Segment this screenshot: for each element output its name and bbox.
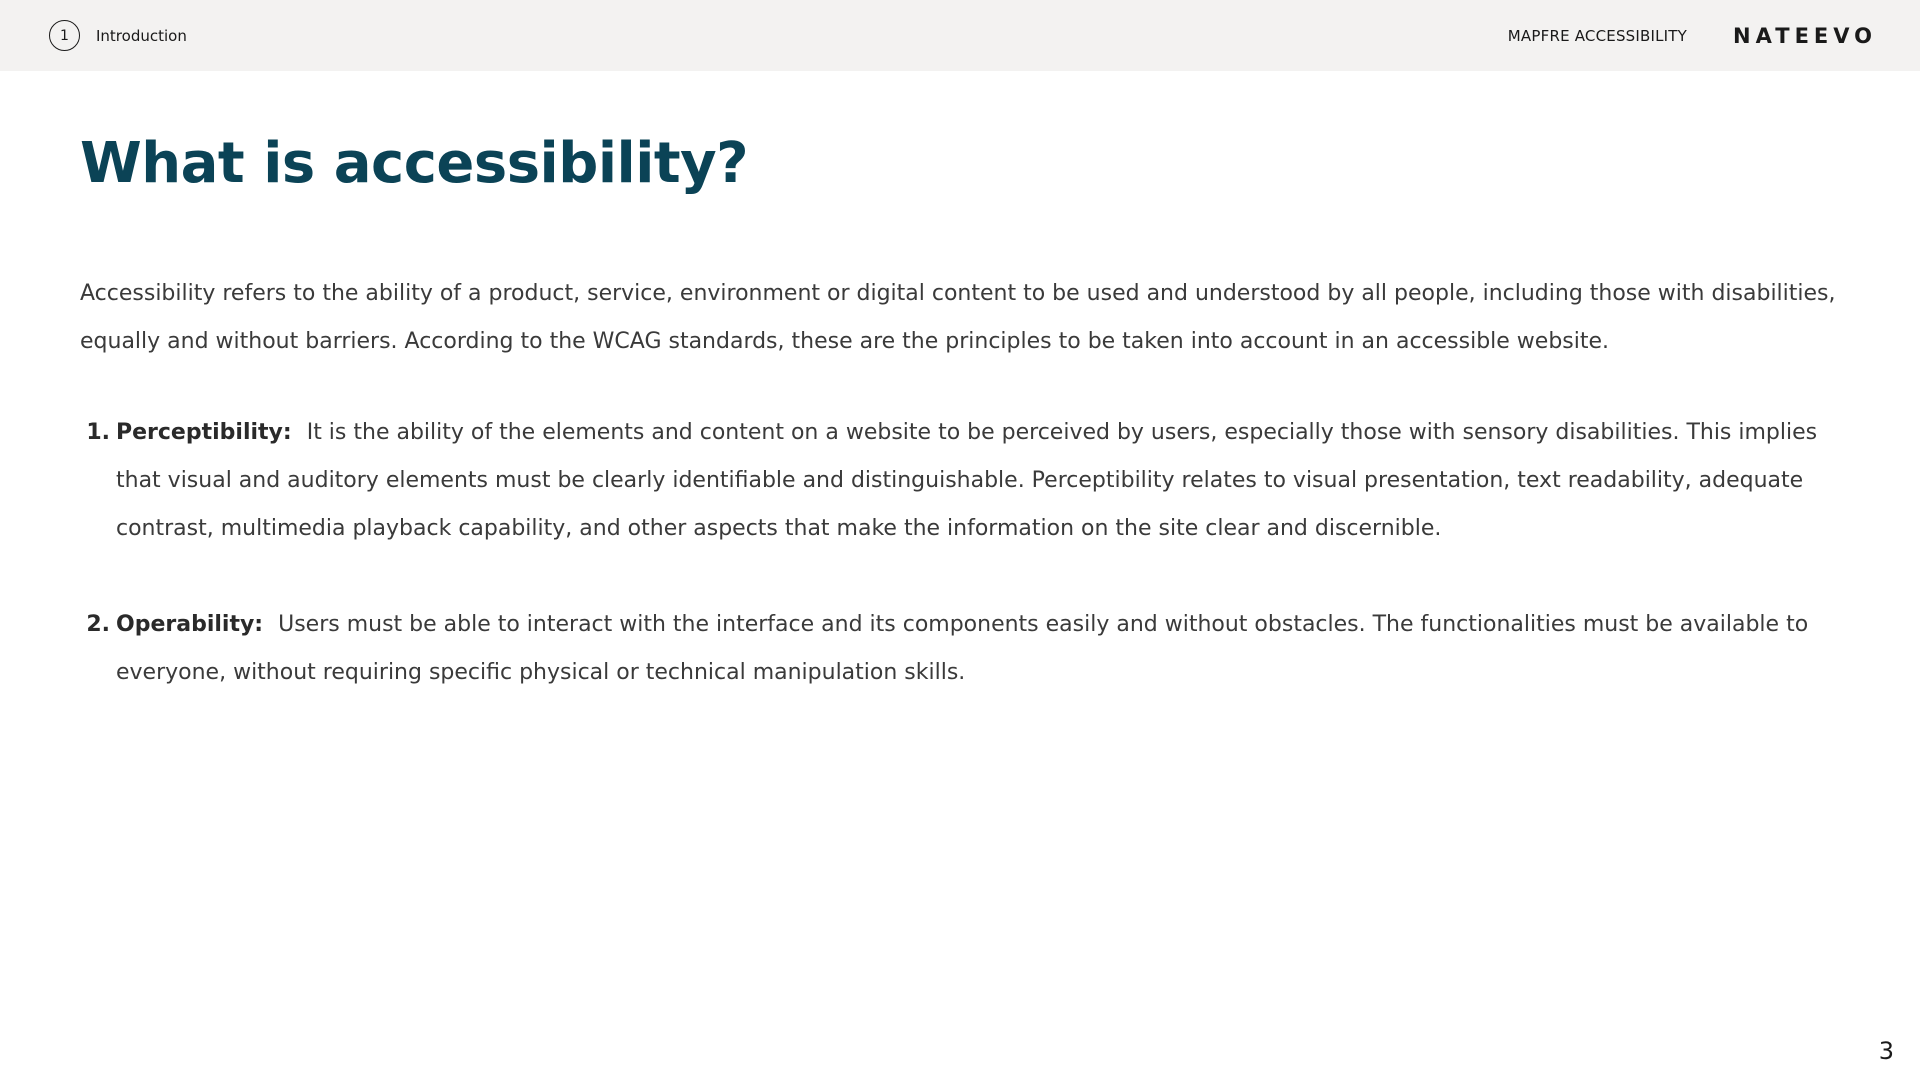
- principle-number: 2.: [86, 612, 110, 637]
- principle-body: [116, 601, 1860, 697]
- project-label: MAPFRE ACCESSIBILITY: [1507, 26, 1688, 45]
- slide-header: [0, 0, 1920, 71]
- page-title: What is accessibility?: [80, 131, 749, 196]
- principle-item-perceptibility: [80, 409, 1860, 553]
- principle-text: It is the ability of the elements and content on a website to be perceived by users, especially those with sensory disabilities. This implies that visual and auditory elements must be clearly identifiable and distinguishable. Perceptibility relates to visual presentation, text readability, adequate contrast, multimedia playback capability, and other aspects that make the information on the site clear and discernible.: [116, 420, 1818, 541]
- principles-list: [80, 409, 1860, 745]
- brand-group: [1507, 23, 1877, 48]
- section-label: Introduction: [96, 26, 187, 45]
- principle-name: Perceptibility:: [116, 420, 292, 445]
- principle-item-operability: [80, 601, 1860, 697]
- principle-text: Users must be able to interact with the interface and its components easily and without obstacles. The functionalities must be available to everyone, without requiring specific physical or technical manipulation skills.: [116, 612, 1809, 685]
- company-logo: NATEEVO: [1733, 23, 1877, 48]
- intro-paragraph: Accessibility refers to the ability of a product, service, environment or digital content to be used and understood by all people, including those with disabilities, equally and without barriers. According to the WCAG standards, these are the principles to be taken into account in an accessible website.: [80, 281, 1836, 354]
- principle-name: Operability:: [116, 612, 264, 637]
- principle-number: 1.: [86, 420, 110, 445]
- principle-body: [116, 409, 1860, 553]
- section-number-badge: 1: [49, 20, 80, 51]
- slide-number: 3: [1878, 1037, 1894, 1065]
- section-indicator: [49, 20, 187, 51]
